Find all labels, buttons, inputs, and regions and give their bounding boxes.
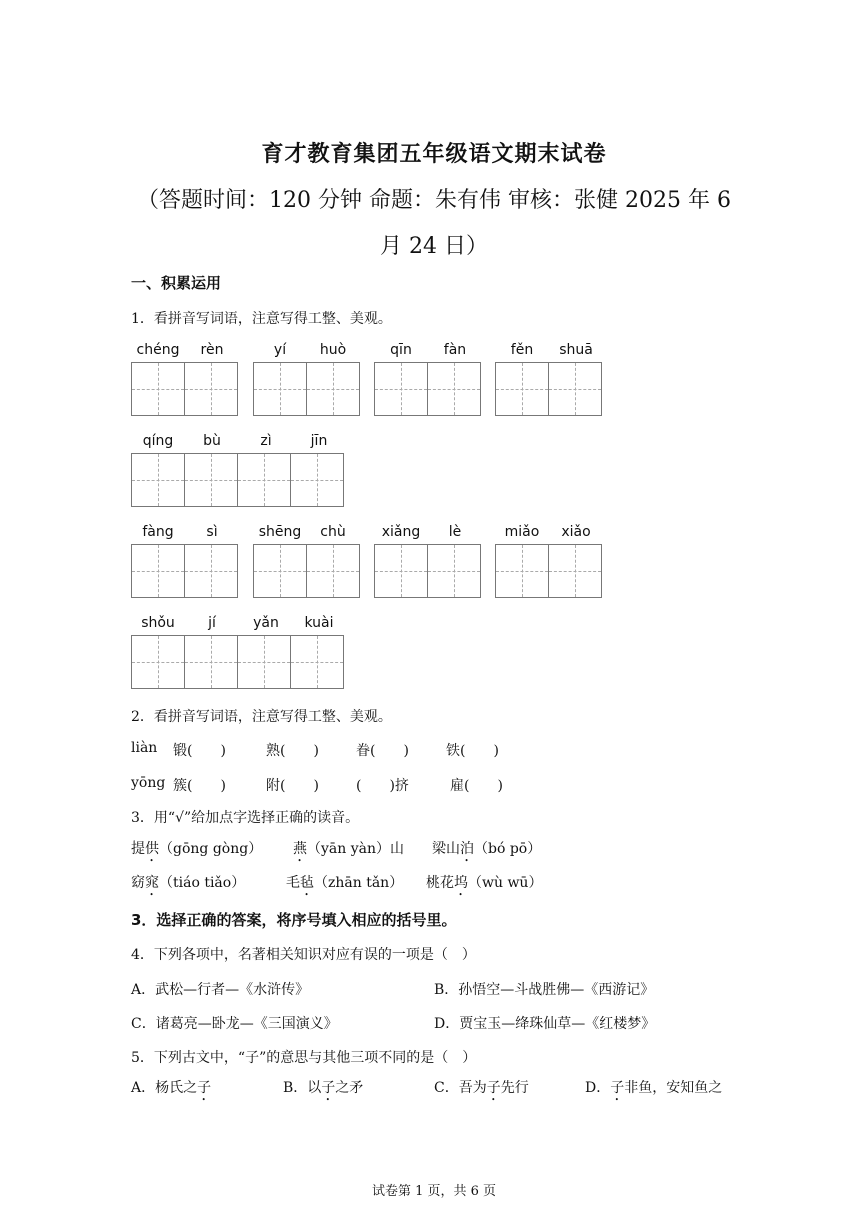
pinyin-label: yí [273, 342, 287, 358]
option-text: B．以 [283, 1080, 322, 1096]
q2-blank[interactable]: 附( ) [266, 778, 319, 794]
pinyin-label: huò [319, 342, 347, 358]
pinyin-label: lè [448, 524, 462, 540]
q3-text: 梁山 [432, 841, 460, 857]
pinyin-label: chéng [136, 342, 180, 358]
dotted-char: 毡 [300, 875, 314, 891]
q5-option-a[interactable] [131, 1077, 211, 1104]
exam-title: 育才教育集团五年级语文期末试卷 [261, 142, 607, 167]
q3-options: （bó pō） [474, 841, 542, 857]
pinyin-label: bù [203, 433, 221, 449]
q4-option-b[interactable]: B．孙悟空—斗战胜佛—《西游记》 [434, 982, 655, 998]
exam-subtitle-line2: 月 24 日） [380, 234, 488, 259]
pinyin-label: fàn [443, 342, 467, 358]
q3-options: （yān yàn）山 [307, 841, 404, 857]
pinyin-label: shēng [258, 524, 302, 540]
option-text: C．吾为 [434, 1080, 487, 1096]
section-heading-1: 一、积累运用 [131, 274, 222, 292]
pinyin-label: xiǎng [381, 524, 421, 540]
pinyin-label: fàng [142, 524, 174, 540]
q4-option-a[interactable]: A．武松—行者—《水浒传》 [131, 982, 310, 998]
q3-text: 桃花 [426, 875, 454, 891]
pinyin-label: jīn [310, 433, 328, 449]
pinyin-label: xiǎo [561, 524, 591, 540]
pinyin-label: miǎo [504, 524, 540, 540]
dotted-char: 燕 [293, 841, 307, 857]
writing-grid[interactable] [253, 362, 360, 416]
q4-option-d[interactable]: D．贾宝玉—绛珠仙草—《红楼梦》 [434, 1016, 656, 1032]
writing-grid[interactable] [374, 544, 481, 598]
exam-subtitle-line1: （答题时间：120 分钟 命题：朱有伟 审核：张健 2025 年 6 [137, 188, 731, 213]
option-text: A．杨氏之 [131, 1080, 198, 1096]
pinyin-label: jí [208, 615, 216, 631]
dotted-char: 子 [610, 1080, 625, 1096]
pinyin-label: qīn [390, 342, 412, 358]
q3-options: （zhān tǎn） [314, 875, 404, 891]
question-5: 5．下列古文中，“子”的意思与其他三项不同的是（ ） [131, 1050, 477, 1066]
q2-blank[interactable]: 簇( ) [173, 778, 226, 794]
pinyin-label: qíng [142, 433, 174, 449]
option-text: 非鱼，安知鱼之 [624, 1080, 723, 1096]
q3-item[interactable] [432, 838, 541, 865]
q3-text: 毛 [286, 875, 300, 891]
dotted-char: 供 [145, 841, 159, 857]
writing-grid[interactable] [131, 544, 238, 598]
pinyin-label: sì [206, 524, 218, 540]
q2-blank[interactable]: 锻( ) [173, 743, 226, 759]
option-text: D． [585, 1080, 611, 1096]
dotted-char: 子 [486, 1080, 501, 1096]
q2-blank[interactable]: 眷( ) [356, 743, 409, 759]
q3-item[interactable] [426, 872, 542, 899]
writing-grid[interactable] [131, 635, 344, 689]
pinyin-label: rèn [200, 342, 224, 358]
writing-grid[interactable] [131, 362, 238, 416]
q3-item[interactable] [293, 838, 404, 865]
q2-blank[interactable]: 铁( ) [446, 743, 499, 759]
question-2: 2．看拼音写词语，注意写得工整、美观。 [131, 709, 392, 725]
q5-option-d[interactable] [585, 1077, 722, 1104]
q3-text: 提 [131, 841, 145, 857]
question-1: 1．看拼音写词语，注意写得工整、美观。 [131, 311, 392, 327]
option-text: 之矛 [335, 1080, 364, 1096]
dotted-char: 泊 [460, 841, 474, 857]
dotted-char: 窕 [145, 875, 159, 891]
dotted-char: 坞 [454, 875, 468, 891]
dotted-char: 子 [321, 1080, 336, 1096]
writing-grid[interactable] [495, 544, 602, 598]
q2-blank[interactable]: 雇( ) [450, 778, 503, 794]
q3-item[interactable] [131, 872, 245, 899]
pinyin-label: zì [260, 433, 272, 449]
question-3: 3．用“√”给加点字选择正确的读音。 [131, 810, 360, 826]
option-text: 先行 [500, 1080, 529, 1096]
pinyin-label: shuā [559, 342, 593, 358]
q2-blank[interactable]: 熟( ) [266, 743, 319, 759]
page-footer: 试卷第 1 页，共 6 页 [371, 1184, 497, 1199]
writing-grid[interactable] [253, 544, 360, 598]
question-4: 4．下列各项中，名著相关知识对应有误的一项是（ ） [131, 947, 476, 963]
q2-pinyin: yōng [131, 775, 166, 791]
q5-option-c[interactable] [434, 1077, 529, 1104]
pinyin-label: shǒu [141, 615, 175, 631]
writing-grid[interactable] [131, 453, 344, 507]
q3-item[interactable] [131, 838, 262, 865]
q3-options: （gōng gòng） [159, 841, 263, 857]
section-heading-3: 3．选择正确的答案，将序号填入相应的括号里。 [131, 911, 457, 929]
writing-grid[interactable] [495, 362, 602, 416]
writing-grid[interactable] [374, 362, 481, 416]
pinyin-label: chù [320, 524, 346, 540]
q3-options: （tiáo tiǎo） [159, 875, 246, 891]
q5-option-b[interactable] [283, 1077, 363, 1104]
q3-text: 窈 [131, 875, 145, 891]
pinyin-label: yǎn [253, 615, 279, 631]
q2-blank[interactable]: ( )挤 [356, 778, 409, 794]
q4-option-c[interactable]: C．诸葛亮—卧龙—《三国演义》 [131, 1016, 338, 1032]
q2-pinyin: liàn [131, 740, 158, 756]
q3-options: （wù wū） [468, 875, 543, 891]
dotted-char: 子 [197, 1080, 212, 1096]
pinyin-label: kuài [304, 615, 334, 631]
q3-item[interactable] [286, 872, 403, 899]
pinyin-label: fěn [510, 342, 534, 358]
